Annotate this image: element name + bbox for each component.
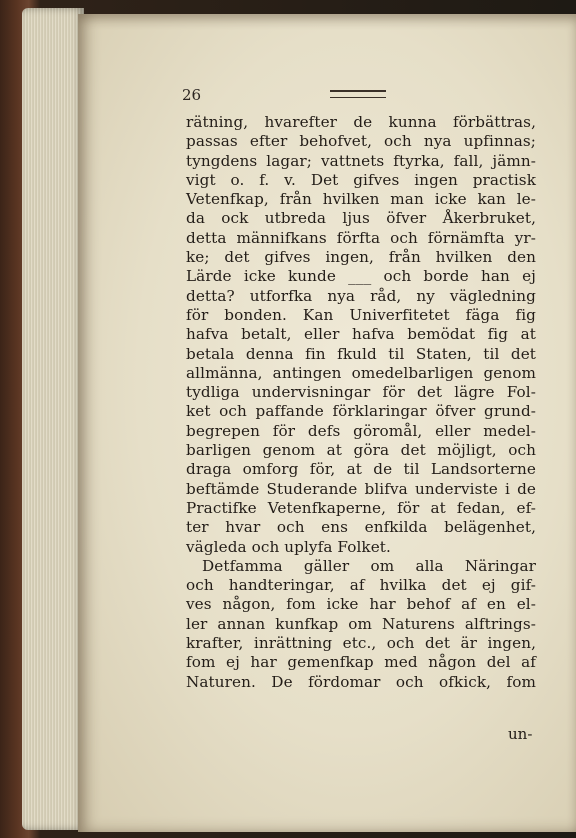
text-line: för bonden. Kan Univerfitetet fäga fig: [186, 305, 536, 324]
text-line: ter hvar och ens enfkilda belägenhet,: [186, 518, 536, 537]
catchword: un-: [508, 725, 533, 743]
text-line: hafva betalt, eller hafva bemödat fig at: [186, 325, 536, 344]
paragraph-2: [186, 557, 536, 692]
text-line: Detfamma gäller om alla Näringar: [202, 556, 536, 575]
text-line: begrepen för defs göromål, eller medel-: [186, 421, 536, 440]
text-line: ves någon, fom icke har behof af en el-: [186, 595, 536, 614]
text-line: Practifke Vetenfkaperne, för at fedan, ef-: [186, 498, 536, 517]
page-edges: [22, 8, 84, 830]
text-line: ke; det gifves ingen, från hvilken den: [186, 248, 536, 267]
text-line: detta männifkans förfta och förnämfta yr-: [186, 228, 536, 247]
text-line: barligen genom at göra det möjligt, och: [186, 441, 536, 460]
text-line: tyngdens lagar; vattnets ftyrka, fall, jämn-: [186, 151, 536, 170]
text-line: Lärde icke kunde ___ och borde han ej: [186, 267, 536, 286]
text-line: ler annan kunfkap om Naturens alftrings-: [186, 614, 536, 633]
text-line: och handteringar, af hvilka det ej gif-: [186, 576, 536, 595]
text-line: fom ej har gemenfkap med någon del af: [186, 653, 536, 672]
text-line: allmänna, antingen omedelbarligen genom: [186, 363, 536, 382]
text-line: beftämde Studerande blifva underviste i de: [186, 479, 536, 498]
header-rule: [330, 90, 386, 98]
page-text: [186, 113, 536, 692]
text-line: tydliga undervisningar för det lägre Fol-: [186, 383, 536, 402]
text-line: Naturen. De fördomar och ofkick, fom: [186, 672, 536, 691]
text-line: betala denna fin fkuld til Staten, til det: [186, 344, 536, 363]
text-line: vägleda och uplyfa Folket.: [186, 537, 391, 556]
text-line: Vetenfkap, från hvilken man icke kan le-: [186, 190, 536, 209]
text-line: rätning, hvarefter de kunna förbättras,: [186, 113, 536, 131]
text-line: vigt o. f. v. Det gifves ingen practisk: [186, 170, 536, 189]
text-line: da ock utbreda ljus öfver Åkerbruket,: [186, 209, 536, 228]
text-line: ket och paffande förklaringar öfver grund-: [186, 402, 536, 421]
text-line: draga omforg för, at de til Landsorterne: [186, 460, 536, 479]
text-line: passas efter behofvet, och nya upfinnas;: [186, 132, 536, 151]
text-line: krafter, inrättning etc., och det är ingen,: [186, 634, 536, 653]
text-line: detta? utforfka nya råd, ny vägledning: [186, 286, 536, 305]
page-number: 26: [182, 86, 202, 104]
paragraph-1: [186, 113, 536, 557]
